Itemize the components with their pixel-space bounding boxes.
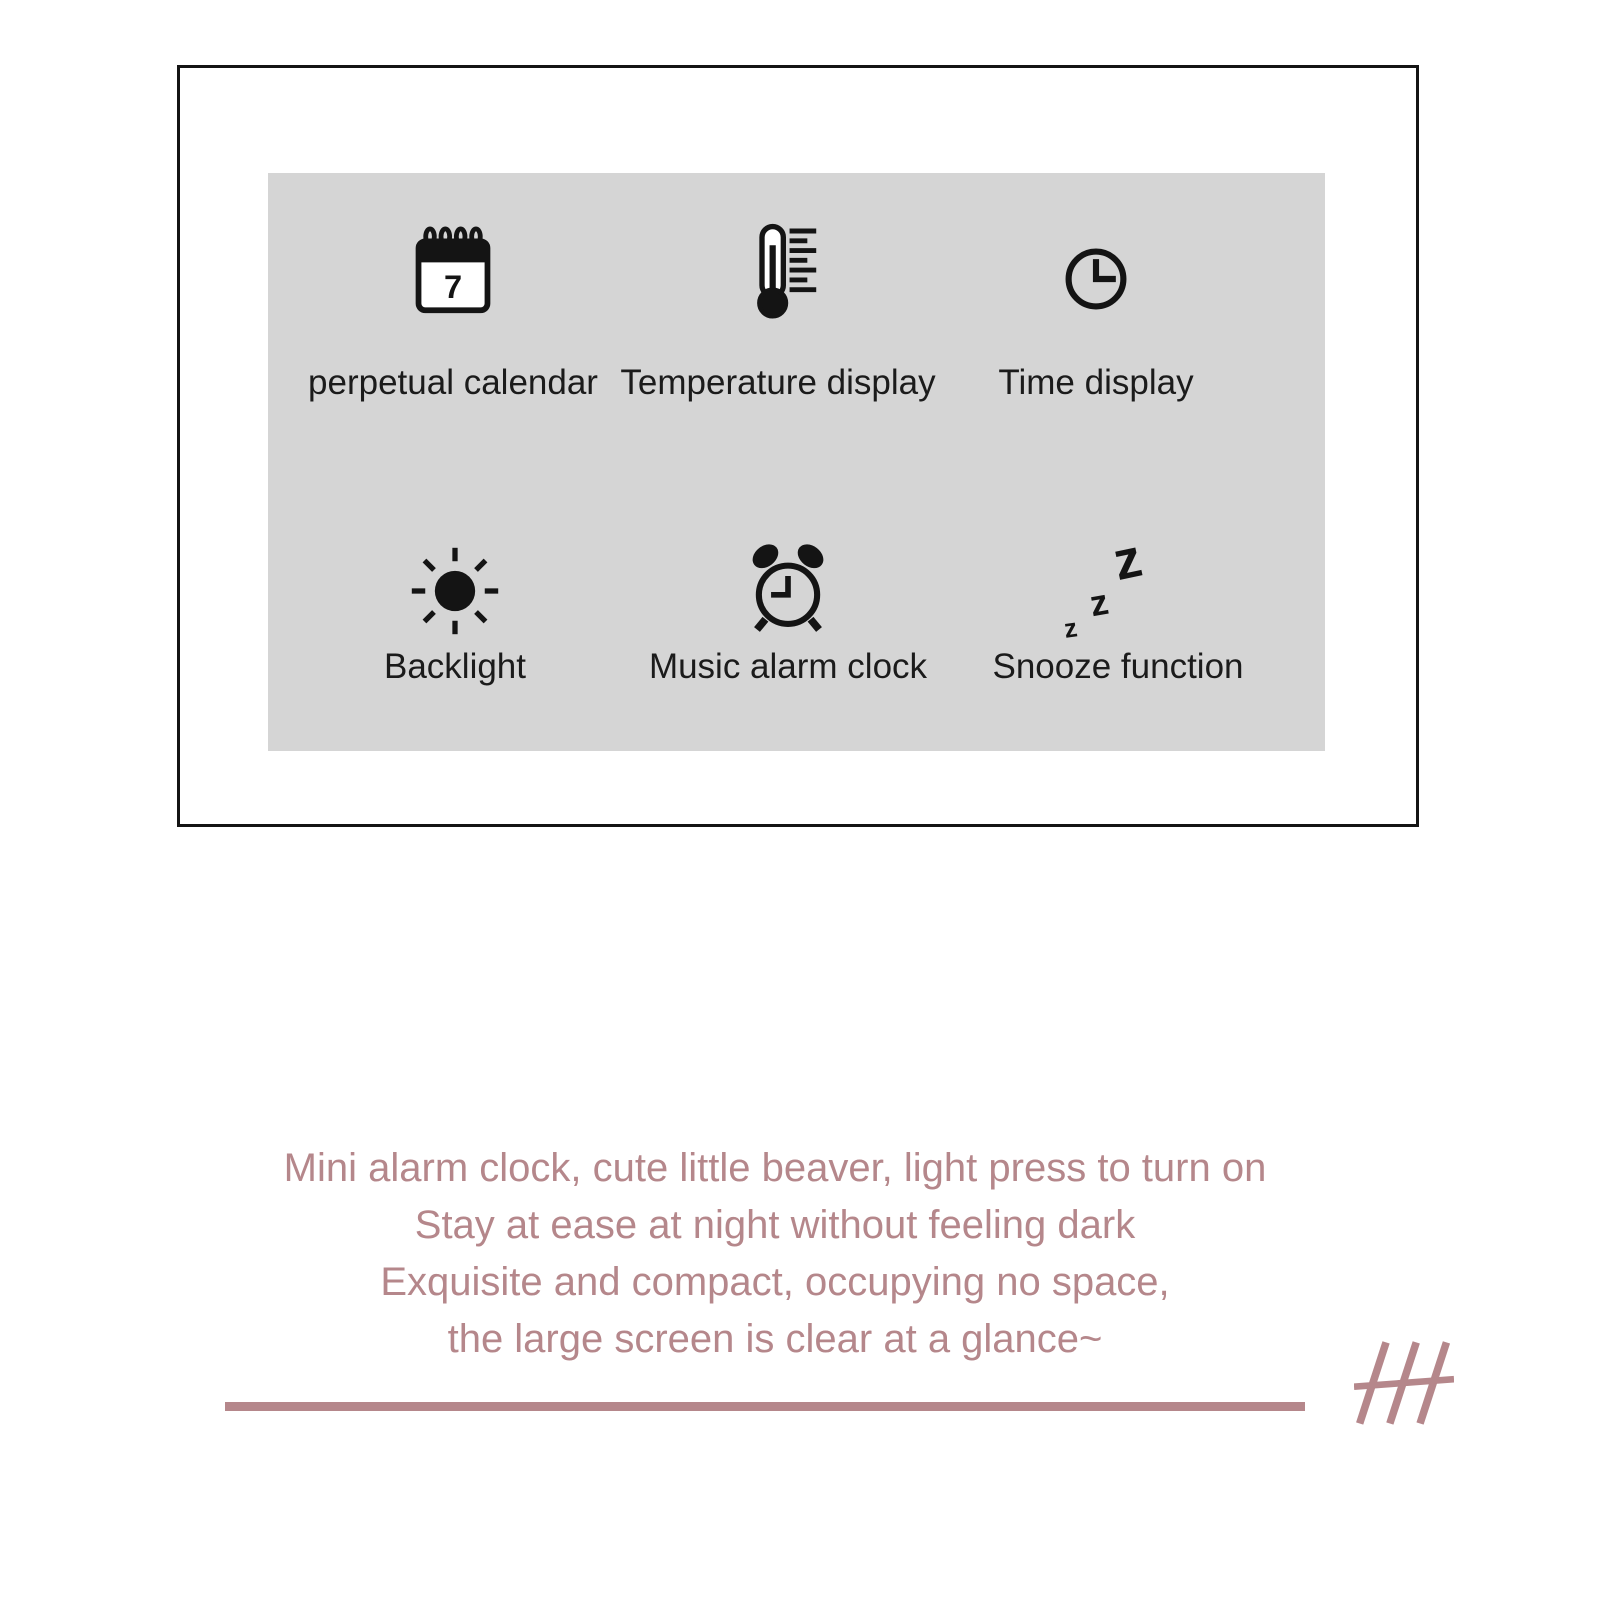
zzz-letter: z bbox=[1086, 580, 1112, 625]
description-line-4: the large screen is clear at a glance~ bbox=[447, 1317, 1103, 1361]
features-panel bbox=[268, 173, 1325, 751]
description-line-2: Stay at ease at night without feeling dark bbox=[414, 1203, 1136, 1247]
feature-label: Time display bbox=[998, 363, 1194, 402]
feature-label: perpetual calendar bbox=[308, 363, 598, 402]
feature-perpetual-calendar bbox=[273, 221, 633, 405]
feature-time-display bbox=[916, 221, 1276, 405]
product-frame bbox=[177, 65, 1419, 827]
snooze-zzz-icon bbox=[938, 527, 1298, 644]
divider-line bbox=[225, 1402, 1305, 1411]
description-text bbox=[155, 1140, 1395, 1368]
alarm-clock-icon bbox=[608, 541, 968, 641]
calendar-day-number: 7 bbox=[443, 268, 463, 305]
calendar-icon bbox=[273, 221, 633, 321]
feature-snooze-function bbox=[938, 527, 1298, 689]
feature-backlight bbox=[275, 541, 635, 689]
feature-temperature-display bbox=[598, 221, 958, 405]
thermometer-icon bbox=[598, 221, 958, 321]
description-line-3: Exquisite and compact, occupying no space, bbox=[380, 1260, 1170, 1304]
feature-label: Snooze function bbox=[992, 647, 1244, 686]
feature-label: Music alarm clock bbox=[648, 647, 928, 686]
zzz-letter: z bbox=[1061, 612, 1080, 644]
feature-label: Backlight bbox=[383, 647, 527, 686]
feature-music-alarm-clock bbox=[608, 541, 968, 689]
tally-mark-icon bbox=[1354, 1336, 1454, 1428]
sun-icon bbox=[275, 541, 635, 641]
clock-icon bbox=[916, 221, 1276, 321]
description-line-1: Mini alarm clock, cute little beaver, light press to turn on bbox=[283, 1146, 1267, 1190]
zzz-letter: z bbox=[1108, 527, 1147, 593]
feature-label: Temperature display bbox=[620, 363, 936, 402]
